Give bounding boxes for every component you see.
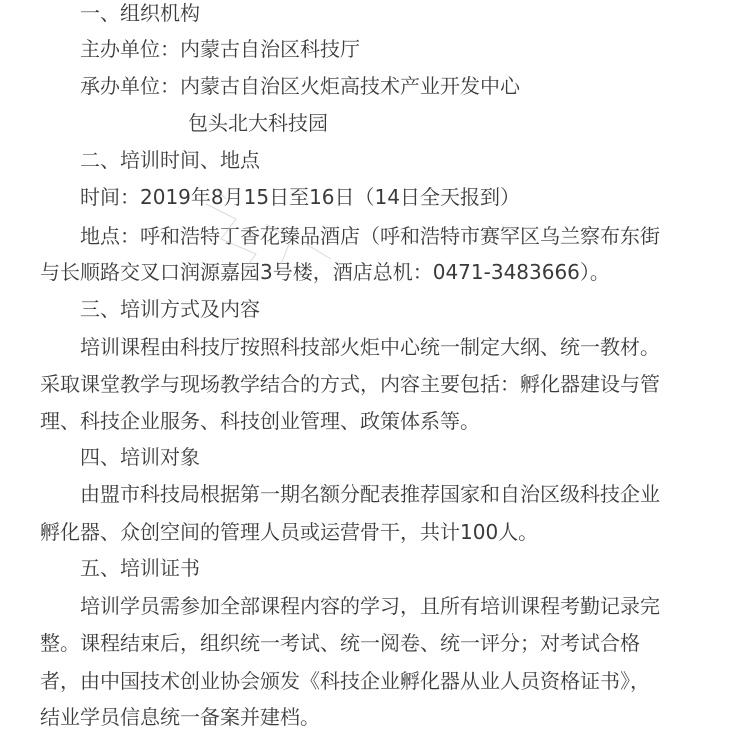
host-unit-line: 主办单位：内蒙古自治区科技厅 xyxy=(80,37,360,61)
place-line-2: 与长顺路交叉口润源嘉园3号楼，酒店总机：0471-3483666）。 xyxy=(40,260,610,284)
method-paragraph-line-3: 理、科技企业服务、科技创业管理、政策体系等。 xyxy=(40,409,480,433)
certificate-paragraph-line-3: 者，由中国技术创业协会颁发《科技企业孵化器从业人员资格证书》， xyxy=(40,669,650,693)
certificate-paragraph-line-2: 整。课程结束后，组织统一考试、统一阅卷、统一评分；对考试合格 xyxy=(40,631,640,655)
section-heading-organization: 一、组织机构 xyxy=(80,1,200,25)
certificate-paragraph-line-4: 结业学员信息统一备案并建档。 xyxy=(40,705,320,729)
time-line: 时间：2019年8月15日至16日（14日全天报到） xyxy=(80,185,520,209)
place-line: 地点：呼和浩特丁香花臻品酒店（呼和浩特市赛罕区乌兰察布东街 xyxy=(80,224,660,248)
audience-paragraph-line-1: 由盟市科技局根据第一期名额分配表推荐国家和自治区级科技企业 xyxy=(80,482,660,506)
audience-paragraph-line-2: 孵化器、众创空间的管理人员或运营骨干，共计100人。 xyxy=(40,520,539,544)
organizer-unit-line-2: 包头北大科技园 xyxy=(188,111,328,135)
section-heading-certificate: 五、培训证书 xyxy=(80,556,200,580)
section-heading-method-content: 三、培训方式及内容 xyxy=(80,297,260,321)
method-paragraph-line-2: 采取课堂教学与现场教学结合的方式，内容主要包括：孵化器建设与管 xyxy=(40,372,660,396)
certificate-paragraph-line-1: 培训学员需参加全部课程内容的学习，且所有培训课程考勤记录完 xyxy=(80,594,660,618)
section-heading-time-place: 二、培训时间、地点 xyxy=(80,148,260,172)
section-heading-audience: 四、培训对象 xyxy=(80,445,200,469)
method-paragraph-line-1: 培训课程由科技厅按照科技部火炬中心统一制定大纲、统一教材。 xyxy=(80,335,660,359)
organizer-unit-line: 承办单位：内蒙古自治区火炬高技术产业开发中心 xyxy=(80,74,520,98)
